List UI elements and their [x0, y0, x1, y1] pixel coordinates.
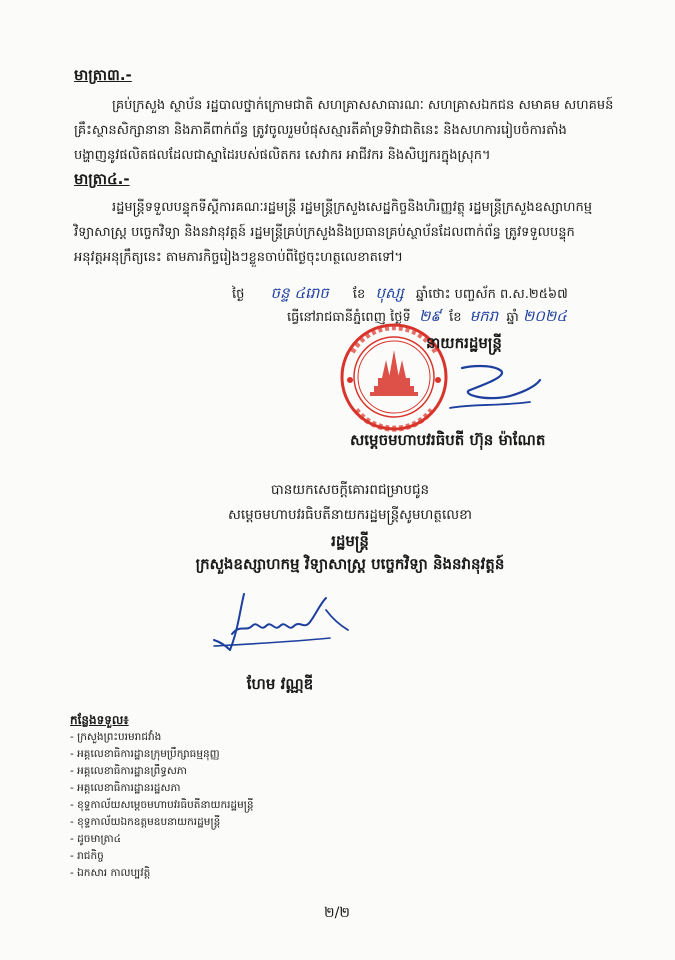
month-label: ខែ [352, 287, 366, 302]
list-item: - ដូចមាត្រា៤ [70, 831, 390, 848]
year: ២០២៤ [522, 307, 567, 325]
article-3-line: បង្ហាញនូវផលិតផលដែលជាស្នាដៃរបស់ផលិតករ សេវាករ អាជីវករ និងសិប្បករក្នុងស្រុក។ [74, 148, 491, 163]
year-prefix: ឆ្នាំ [506, 310, 519, 325]
ministry-name: ក្រសួងឧស្សាហកម្ម វិទ្យាសាស្ត្រ បច្ចេកវិទ្យា និងនវានុវត្តន៍ [195, 555, 505, 573]
list-item: - អគ្គលេខាធិការដ្ឋានព្រឹទ្ធសភា [70, 763, 390, 780]
month-label-2: ខែ [449, 310, 462, 325]
article-4-line: រដ្ឋមន្ត្រីទទួលបន្ទុកទីស្ដីការគណៈរដ្ឋមន្ត្រី រដ្ឋមន្ត្រីក្រសួងសេដ្ឋកិច្ចនិងហិរញ្ញវត្ថុ រដ្ឋមន្ត្រីក្រសួងឧស្សាហកម្ម [112, 200, 592, 215]
pm-signature [440, 356, 550, 416]
article-3-heading: មាត្រា៣.- [74, 66, 132, 84]
page-number: ២/២ [324, 905, 350, 921]
place-prefix: ធ្វើនៅរាជធានីភ្នំពេញ ថ្ងៃទី [287, 310, 411, 325]
copies-title: កន្លែងទទួល៖ [70, 713, 129, 727]
minister-title: រដ្ឋមន្ត្រី [331, 532, 369, 550]
year-text: ឆ្នាំថោះ បញ្ចស័ក ព.ស.២៥៦៧ [415, 287, 568, 302]
minister-signature [200, 590, 360, 660]
submission-line-1: បានយកសេចក្តីគោរពជម្រាបជូន [270, 482, 430, 498]
day-number: ២៩ [418, 307, 441, 325]
list-item: - ខុទ្ទកាល័យសម្តេចមហាបវរធិបតីនាយករដ្ឋមន្ត្រី [70, 797, 390, 814]
article-3-body [74, 93, 614, 168]
list-item: - ក្រសួងព្រះបរមរាជវាំង [70, 729, 390, 746]
list-item: - អគ្គលេខាធិការដ្ឋានរដ្ឋសភា [70, 780, 390, 797]
list-item: - រាជកិច្ច [70, 848, 390, 865]
list-item: - អគ្គលេខាធិការដ្ឋានក្រុមប្រឹក្សាធម្មនុញ្ញ [70, 746, 390, 763]
lunar-date-line [232, 284, 568, 306]
lunar-day: ចន្ទ ៤រោច [270, 284, 329, 302]
pm-name: សម្តេចមហាបវរធិបតី ហ៊ុន ម៉ាណែត [350, 431, 546, 449]
month: មករា [469, 307, 499, 325]
submission-line-2: សម្តេចមហាបវរធិបតីនាយករដ្ឋមន្ត្រីសូមហត្ថលេខា [228, 507, 472, 523]
article-4-heading: មាត្រា៤.- [74, 170, 130, 188]
article-3-line: គ្រឹះស្ថានសិក្សានានា និងភាគីពាក់ព័ន្ធ ត្រូវចូលរួមបំផុសស្មារតីគាំទ្រទិវាជាតិនេះ និងសហការរៀបចំការតាំង [74, 123, 567, 138]
minister-name: ហែម វណ្ណឌី [246, 675, 314, 693]
article-4-body [74, 195, 614, 270]
day-label: ថ្ងៃ [232, 287, 245, 302]
article-3-line: គ្រប់ក្រសួង ស្ថាប័ន រដ្ឋបាលថ្នាក់ក្រោមជាតិ សហគ្រាសសាធារណៈ សហគ្រាសឯកជន សមាគម សហគមន៍ [112, 98, 614, 113]
article-4-line: វិទ្យាសាស្ត្រ បច្ចេកវិទ្យា និងនវានុវត្តន៍ រដ្ឋមន្ត្រីគ្រប់ក្រសួងនិងប្រធានគ្រប់ស្ថាប័នដែលពាក់ព័ន្ធ ត្រូវទទួលបន្ទុក [74, 225, 575, 240]
pm-title: នាយករដ្ឋមន្ត្រី [426, 334, 502, 352]
article-4-line: អនុវត្តអនុក្រឹត្យនេះ តាមភារកិច្ចរៀងៗខ្លួនចាប់ពីថ្ងៃចុះហត្ថលេខាតទៅ។ [74, 250, 404, 265]
lunar-month: បុស្ស [375, 284, 404, 302]
list-item: - ឯកសារ កាលប្បវត្តិ [70, 865, 390, 882]
list-item: - ខុទ្ទកាល័យឯកឧត្តមឧបនាយករដ្ឋមន្ត្រី [70, 814, 390, 831]
copies-list [70, 729, 390, 882]
